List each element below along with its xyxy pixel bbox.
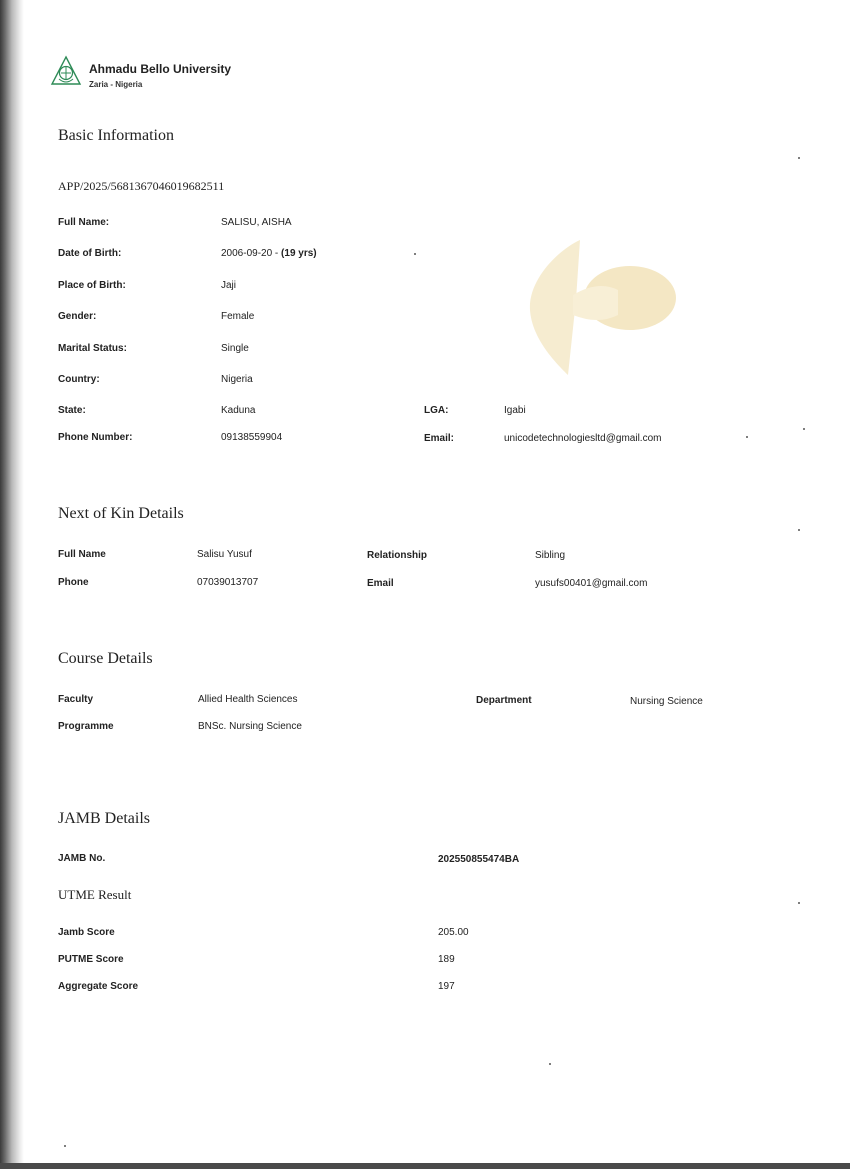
scan-speck <box>549 1063 551 1065</box>
department-label: Department <box>476 695 532 706</box>
putme-score-label: PUTME Score <box>58 954 124 965</box>
putme-score-value: 189 <box>438 954 455 965</box>
scan-speck <box>746 436 748 438</box>
faculty-label: Faculty <box>58 694 94 705</box>
country-value: Nigeria <box>221 374 253 385</box>
lga-label: LGA: <box>424 405 449 416</box>
scan-speck <box>798 529 800 531</box>
full-name-label: Full Name: <box>58 217 110 228</box>
aggregate-score-value: 197 <box>438 981 455 992</box>
scan-speck <box>414 253 416 255</box>
university-location: Zaria - Nigeria <box>89 80 143 89</box>
dob-date: 2006-09-20 - <box>221 248 282 259</box>
dob-label: Date of Birth: <box>58 248 122 259</box>
next-of-kin-heading: Next of Kin Details <box>58 505 184 522</box>
country-label: Country: <box>58 374 100 385</box>
gender-value: Female <box>221 311 255 322</box>
marital-label: Marital Status: <box>58 343 127 354</box>
dob-age: (19 yrs) <box>281 248 317 259</box>
programme-label: Programme <box>58 721 114 732</box>
nok-phone-value: 07039013707 <box>197 577 259 588</box>
gender-label: Gender: <box>58 311 97 322</box>
pob-value: Jaji <box>221 280 237 291</box>
state-value: Kaduna <box>221 405 256 416</box>
nok-email-label: Email <box>367 578 394 589</box>
nok-phone-label: Phone <box>58 577 89 588</box>
course-heading: Course Details <box>58 650 153 667</box>
jamb-no-label: JAMB No. <box>58 853 106 864</box>
scan-bottom-edge <box>0 1163 850 1169</box>
scan-speck <box>803 428 805 430</box>
jamb-heading: JAMB Details <box>58 810 150 827</box>
university-crest-icon <box>50 55 82 87</box>
department-value: Nursing Science <box>630 696 703 707</box>
scan-speck <box>64 1145 66 1147</box>
jamb-no-value: 202550855474BA <box>438 854 520 865</box>
state-label: State: <box>58 405 86 416</box>
application-number: APP/2025/5681367046019682511 <box>58 179 225 193</box>
phone-value: 09138559904 <box>221 432 283 443</box>
university-name: Ahmadu Bello University <box>89 62 232 76</box>
programme-value: BNSc. Nursing Science <box>198 721 302 732</box>
utme-result-heading: UTME Result <box>58 887 132 902</box>
nok-email-value: yusufs00401@gmail.com <box>535 578 648 589</box>
nok-name-label: Full Name <box>58 549 106 560</box>
dob-value <box>221 248 317 259</box>
pob-label: Place of Birth: <box>58 280 126 291</box>
phone-label: Phone Number: <box>58 432 133 443</box>
jamb-score-label: Jamb Score <box>58 927 115 938</box>
passport-photo <box>528 240 678 375</box>
marital-value: Single <box>221 343 249 354</box>
nok-name-value: Salisu Yusuf <box>197 549 252 560</box>
nok-relationship-value: Sibling <box>535 550 566 561</box>
basic-info-heading: Basic Information <box>58 127 174 144</box>
full-name-value: SALISU, AISHA <box>221 217 292 228</box>
faculty-value: Allied Health Sciences <box>198 694 298 705</box>
scan-speck <box>798 157 800 159</box>
email-label: Email: <box>424 433 455 444</box>
email-value: unicodetechnologiesltd@gmail.com <box>504 433 662 444</box>
scan-left-edge <box>0 0 24 1169</box>
lga-value: Igabi <box>504 405 526 416</box>
scan-speck <box>798 902 800 904</box>
aggregate-score-label: Aggregate Score <box>58 981 139 992</box>
nok-relationship-label: Relationship <box>367 550 428 561</box>
jamb-score-value: 205.00 <box>438 927 469 938</box>
